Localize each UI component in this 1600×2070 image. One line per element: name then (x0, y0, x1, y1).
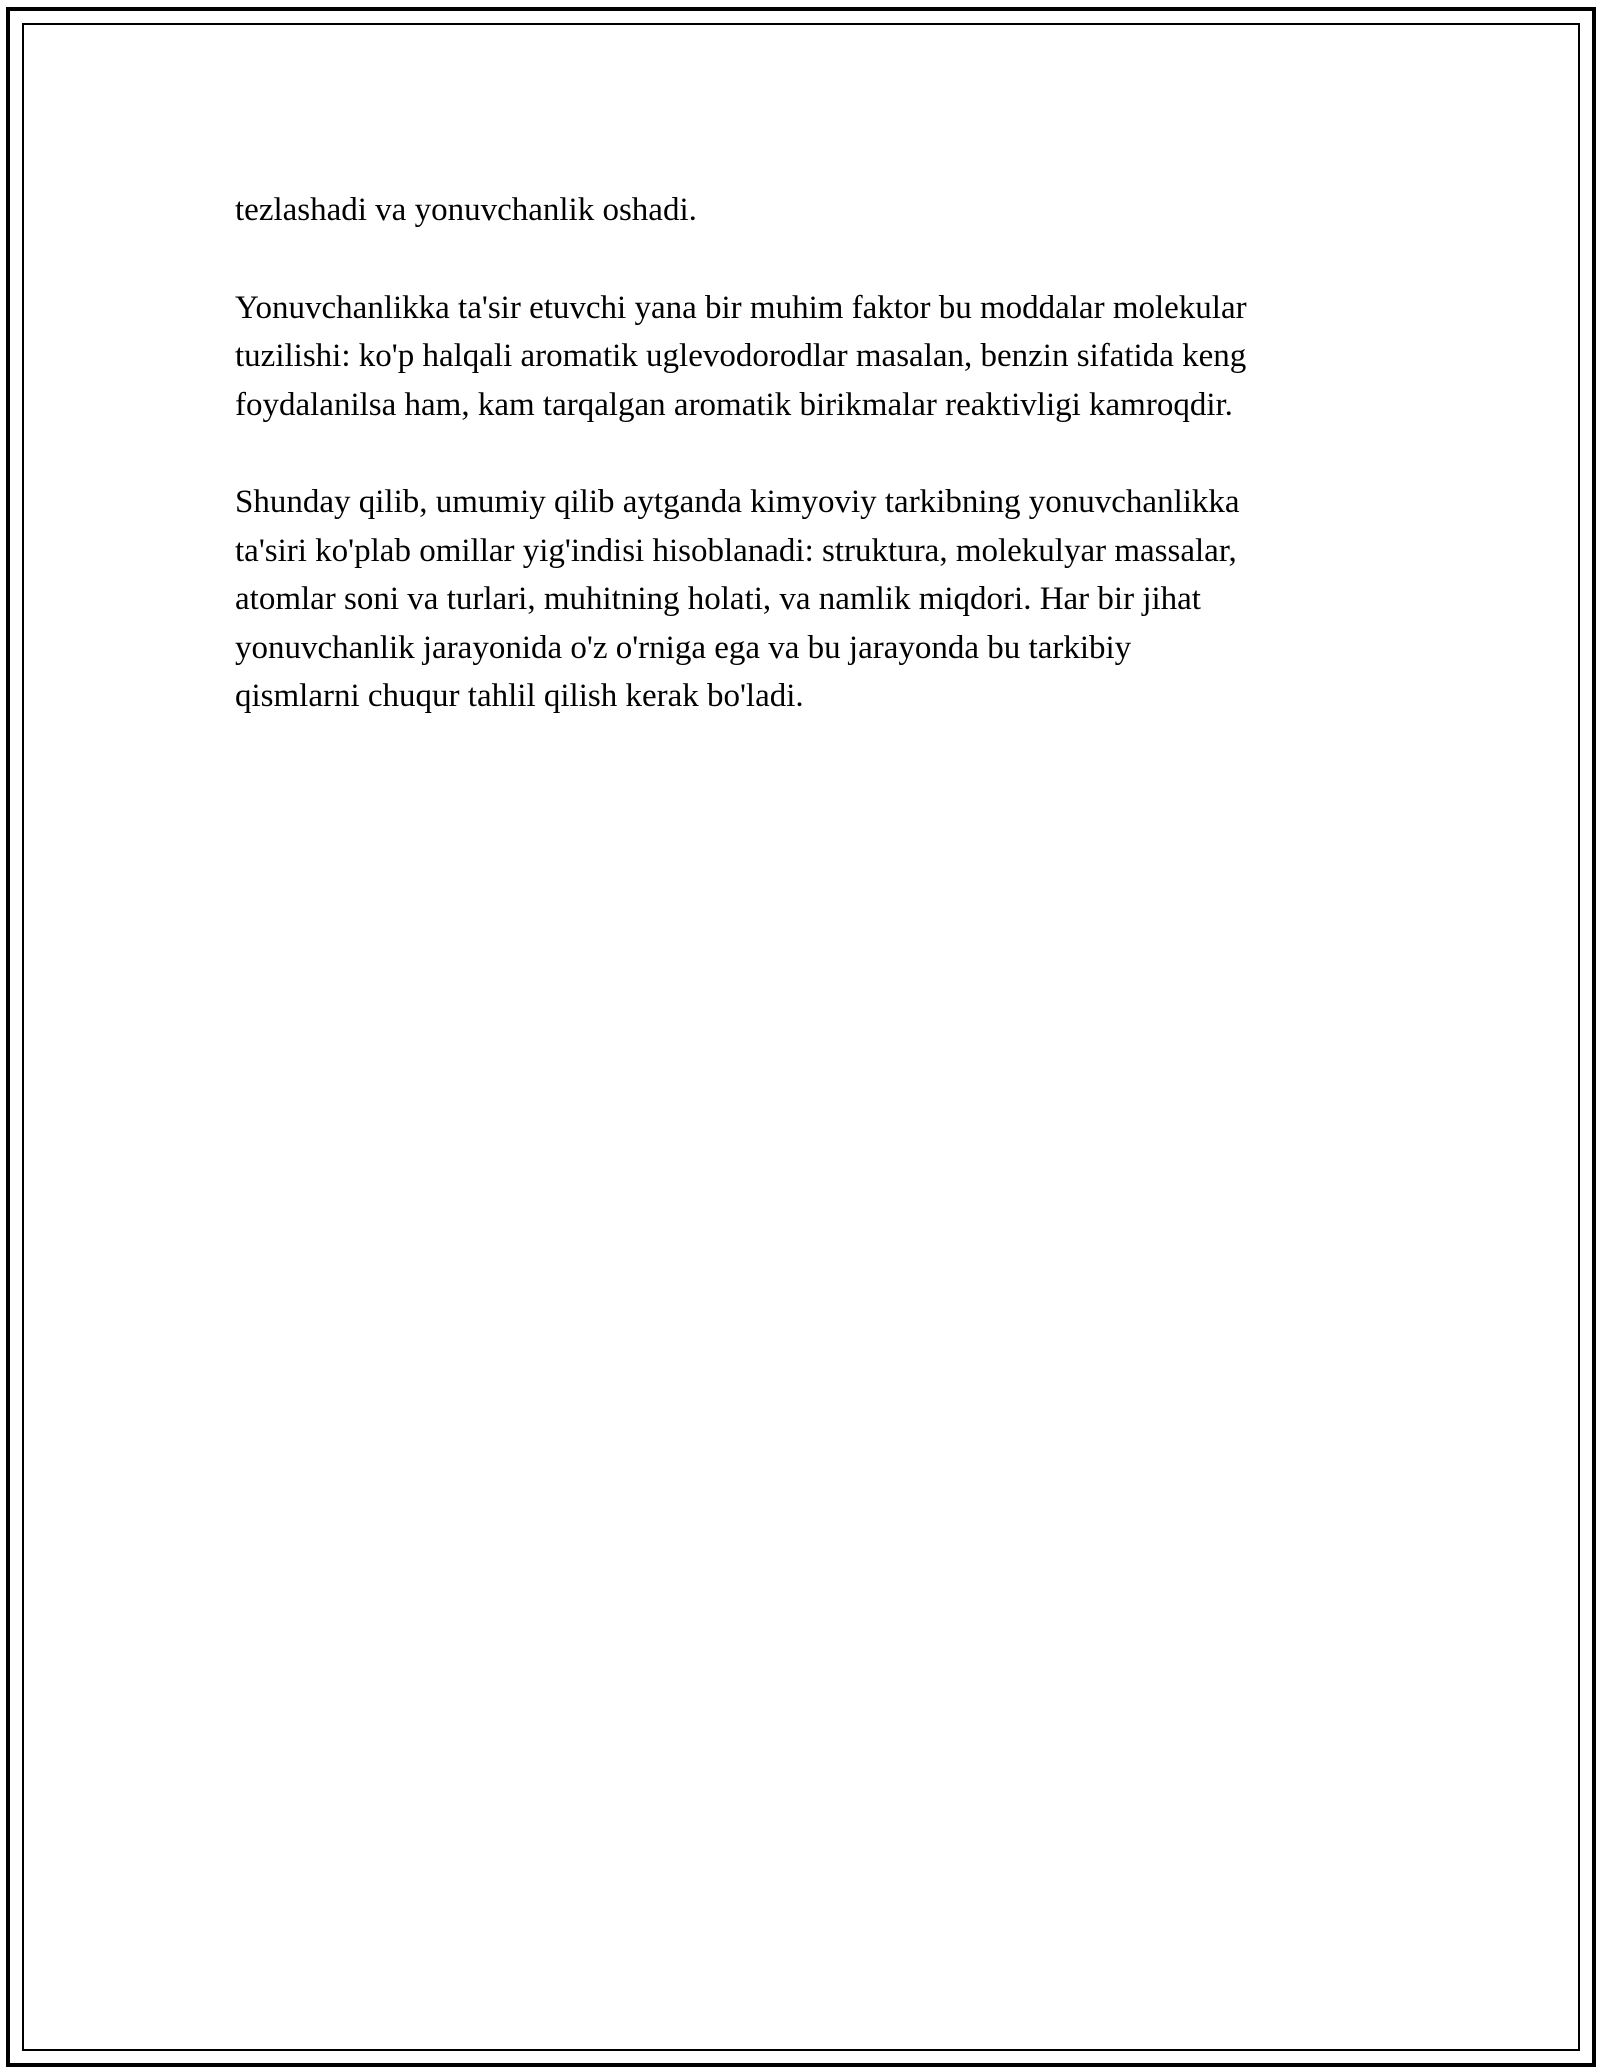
text-line: tuzilishi: ko'p halqali aromatik uglevodorodlar masalan, benzin sifatida keng (235, 338, 1247, 374)
paragraph-3 (235, 478, 1385, 721)
text-line: Shunday qilib, umumiy qilib aytganda kimyoviy tarkibning yonuvchanlikka (235, 484, 1240, 520)
text-line: foydalanilsa ham, kam tarqalgan aromatik birikmalar reaktivligi kamroqdir. (235, 386, 1233, 423)
text-line: tezlashadi va yonuvchanlik oshadi. (235, 192, 697, 228)
text-line: yonuvchanlik jarayonida o'z o'rniga ega va bu jarayonda bu tarkibiy (235, 629, 1132, 666)
text-line: atomlar soni va turlari, muhitning holati, va namlik miqdori. Har bir jihat (235, 581, 1201, 617)
paragraph-1 (235, 186, 1385, 235)
document-body (235, 186, 1385, 770)
text-line: qismlarni chuqur tahlil qilish kerak bo'ladi. (235, 678, 804, 714)
paragraph-2 (235, 284, 1385, 430)
text-line: Yonuvchanlikka ta'sir etuvchi yana bir muhim faktor bu moddalar molekular (235, 289, 1247, 326)
text-line: ta'siri ko'plab omillar yig'indisi hisoblanadi: struktura, molekulyar massalar, (235, 532, 1237, 569)
